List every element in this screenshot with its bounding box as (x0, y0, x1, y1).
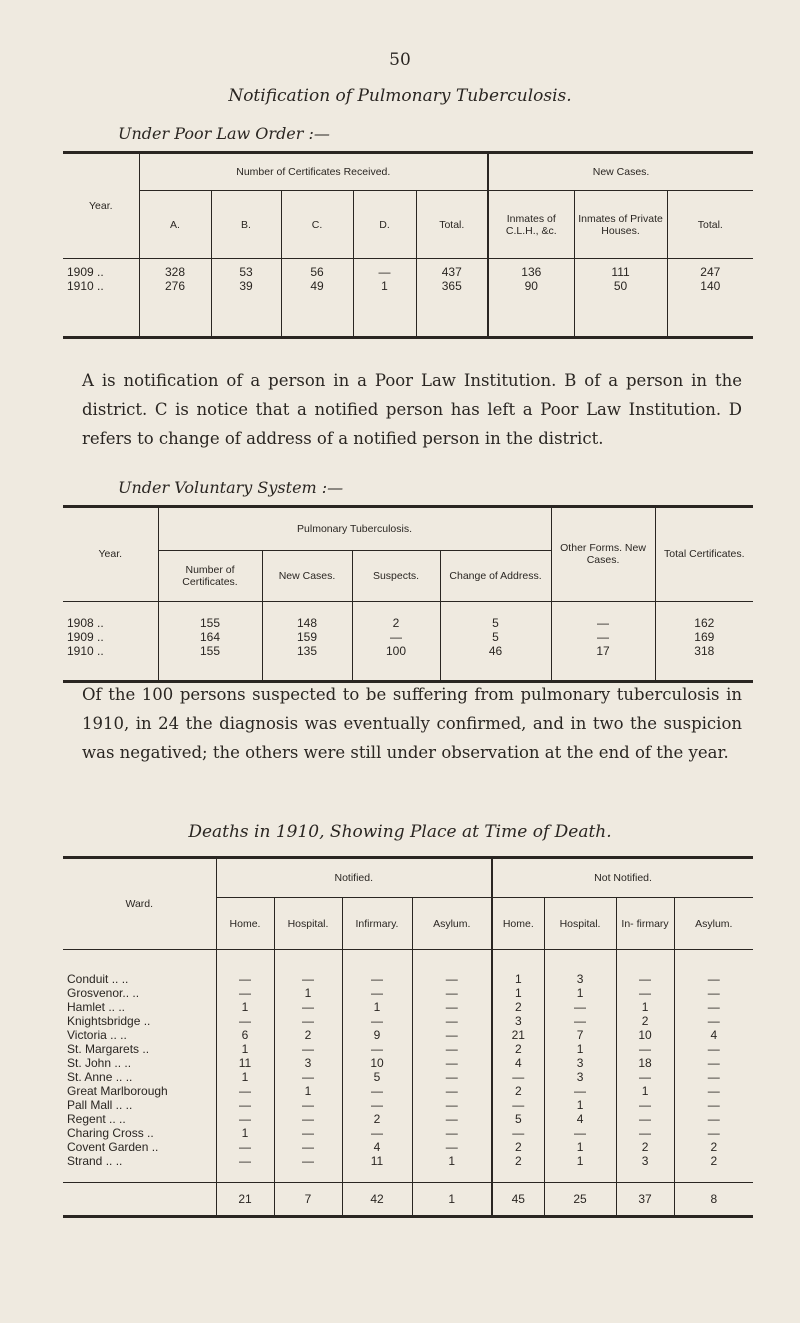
cell-value: — (342, 972, 412, 986)
cell-value: 5 (492, 1112, 544, 1126)
cell-value: — (616, 1042, 674, 1056)
nn-hospital-header: Hospital. (544, 898, 616, 950)
ward-name: St. Anne .. .. (67, 1069, 133, 1084)
ward-name: Knightsbridge .. (67, 1013, 151, 1028)
suspects-header: Suspects. (352, 551, 440, 601)
cell-value: 4 (492, 1056, 544, 1070)
cell-value: 2 (616, 1014, 674, 1028)
cell-value: 3 (544, 1070, 616, 1084)
cell-value: — (342, 1098, 412, 1112)
cell-value: 6 (216, 1028, 274, 1042)
table-row: 1910 .. 155 135 100 46 17 318 (63, 644, 753, 658)
nn-home-header: Home. (492, 898, 544, 950)
table-row (63, 1126, 753, 1140)
new-cases-group-header: New Cases. (488, 153, 753, 191)
voluntary-year-header: Year. (98, 548, 123, 561)
infirmary-header: Infirmary. (342, 898, 412, 950)
cell-value: 2 (674, 1140, 753, 1154)
num-certificates-header: Number of Certificates. (158, 551, 262, 601)
suspects-explanation: Of the 100 persons suspected to be suffering from pulmonary tuberculosis in 1910, in 24 the diagnosis was eventually confirmed, and in two the suspicion was negatived; the others were still under observation at the end of the year. (82, 685, 742, 762)
col-total-header: Total. (416, 191, 488, 259)
cell-value: 1 (544, 1042, 616, 1056)
cell-value: 1 (216, 1070, 274, 1084)
col-b-header: B. (211, 191, 281, 259)
cell-value: — (274, 1154, 342, 1168)
notified-group-header: Notified. (216, 858, 492, 898)
cell-value: 1 (544, 1154, 616, 1168)
col-d-header: D. (353, 191, 416, 259)
cell-value: — (412, 1098, 492, 1112)
cell-value: 1 (274, 1084, 342, 1098)
cell-value: — (342, 1042, 412, 1056)
cell-value: 1 (544, 986, 616, 1000)
table-row (63, 1070, 753, 1084)
ward-name: Hamlet .. .. (67, 999, 126, 1014)
cell-value: 5 (342, 1070, 412, 1084)
cell-value: — (674, 1056, 753, 1070)
table-row: 1908 .. 155 148 2 5 — 162 (63, 616, 753, 630)
cell-value: 3 (274, 1056, 342, 1070)
cell-value: 4 (544, 1112, 616, 1126)
table-row: 1909 .. 328 53 56 — 437 136 111 247 (63, 265, 753, 279)
cell-value: — (342, 1084, 412, 1098)
deaths-table (63, 856, 753, 1218)
cell-value: 2 (492, 1140, 544, 1154)
cell-value: — (492, 1126, 544, 1140)
cell-value: 2 (342, 1112, 412, 1126)
cell-value: — (616, 1070, 674, 1084)
cell-value: 4 (342, 1140, 412, 1154)
cell-value: — (274, 1126, 342, 1140)
cell-value: — (412, 1000, 492, 1014)
table-row (63, 1140, 753, 1154)
cell-value: — (412, 1056, 492, 1070)
cell-value: 11 (216, 1056, 274, 1070)
total-certificates-header: Total Certificates. (655, 507, 753, 601)
cell-value: — (674, 1098, 753, 1112)
ward-name: St. Margarets .. (67, 1041, 150, 1056)
cell-value: — (412, 1014, 492, 1028)
ward-name: St. John .. .. (67, 1055, 132, 1070)
totals-row: 21 7 42 1 45 25 37 8 (63, 1182, 753, 1216)
poor-law-table (63, 151, 753, 339)
ward-name: Strand .. .. (67, 1153, 123, 1168)
cell-value: — (674, 1070, 753, 1084)
ward-header: Ward. (125, 898, 154, 910)
cell-value: 9 (342, 1028, 412, 1042)
ward-name: Grosvenor.. .. (67, 985, 140, 1000)
table-row (63, 1000, 753, 1014)
cell-value: — (674, 1014, 753, 1028)
cell-value: 18 (616, 1056, 674, 1070)
nn-asylum-header: Asylum. (674, 898, 753, 950)
cell-value: — (274, 1112, 342, 1126)
ward-name: Conduit .. .. (67, 971, 129, 986)
cell-value: — (216, 972, 274, 986)
ward-name: Covent Garden .. (67, 1139, 159, 1154)
col-c-header: C. (281, 191, 353, 259)
table-row (63, 1098, 753, 1112)
change-address-header: Change of Address. (440, 551, 551, 601)
cell-value: — (216, 1014, 274, 1028)
voluntary-table (63, 505, 753, 683)
cell-value: — (674, 1042, 753, 1056)
home-header: Home. (216, 898, 274, 950)
cell-value: — (412, 1126, 492, 1140)
ward-name: Pall Mall .. .. (67, 1097, 133, 1112)
cell-value: — (274, 1070, 342, 1084)
deaths-body (63, 972, 753, 1168)
table-row (63, 1056, 753, 1070)
cell-value: 1 (342, 1000, 412, 1014)
cell-value: — (544, 1014, 616, 1028)
page-number: 50 (389, 50, 411, 70)
table-row (63, 1154, 753, 1168)
inmates-clh-header: Inmates of C.L.H., &c. (488, 191, 574, 259)
table-row (63, 972, 753, 986)
cell-value: — (216, 1112, 274, 1126)
cell-value: — (412, 986, 492, 1000)
cell-value: — (274, 1140, 342, 1154)
not-notified-group-header: Not Notified. (492, 858, 753, 898)
cell-value: — (274, 1000, 342, 1014)
cell-value: — (674, 1084, 753, 1098)
cell-value: 1 (544, 1098, 616, 1112)
cell-value: 10 (616, 1028, 674, 1042)
cell-value: 2 (492, 1042, 544, 1056)
cell-value: — (544, 1126, 616, 1140)
cell-value: — (342, 1014, 412, 1028)
cell-value: 4 (674, 1028, 753, 1042)
cell-value: 1 (216, 1126, 274, 1140)
cell-value: 1 (412, 1154, 492, 1168)
cell-value: — (616, 1112, 674, 1126)
cell-value: 1 (492, 972, 544, 986)
col-a-header: A. (139, 191, 211, 259)
cell-value: — (342, 986, 412, 1000)
ward-name: Great Marlborough (67, 1083, 168, 1098)
cell-value: — (674, 1126, 753, 1140)
cell-value: — (674, 972, 753, 986)
cell-value: — (412, 1042, 492, 1056)
table-row (63, 1112, 753, 1126)
vol-new-cases-header: New Cases. (262, 551, 352, 601)
cell-value: — (674, 1000, 753, 1014)
certificates-group-header: Number of Certificates Received. (139, 153, 488, 191)
cell-value: — (616, 972, 674, 986)
cell-value: — (412, 1084, 492, 1098)
cell-value: — (216, 1154, 274, 1168)
other-forms-header: Other Forms. New Cases. (551, 507, 655, 601)
nn-infirmary-header: In- firmary (616, 898, 674, 950)
cell-value: — (216, 986, 274, 1000)
cell-value: 2 (492, 1084, 544, 1098)
cell-value: — (674, 986, 753, 1000)
cell-value: — (616, 1126, 674, 1140)
pulmonary-group-header: Pulmonary Tuberculosis. (158, 507, 551, 551)
cell-value: 2 (274, 1028, 342, 1042)
hospital-header: Hospital. (274, 898, 342, 950)
poor-law-subheading: Under Poor Law Order :— (118, 124, 330, 143)
cell-value: 3 (616, 1154, 674, 1168)
ward-name: Charing Cross .. (67, 1125, 154, 1140)
poor-law-year-header: Year. (88, 200, 113, 212)
cell-value: — (274, 1042, 342, 1056)
ward-name: Victoria .. .. (67, 1027, 127, 1042)
cell-value: — (412, 1070, 492, 1084)
cell-value: 2 (492, 1154, 544, 1168)
deaths-heading: Deaths in 1910, Showing Place at Time of Death. (188, 822, 612, 842)
new-total-header: Total. (667, 191, 753, 259)
cell-value: — (616, 1098, 674, 1112)
cell-value: 21 (492, 1028, 544, 1042)
cell-value: 2 (492, 1000, 544, 1014)
cell-value: — (544, 1084, 616, 1098)
cell-value: 1 (274, 986, 342, 1000)
asylum-header: Asylum. (412, 898, 492, 950)
cell-value: — (412, 972, 492, 986)
cell-value: 7 (544, 1028, 616, 1042)
cell-value: — (492, 1098, 544, 1112)
cell-value: 1 (544, 1140, 616, 1154)
cell-value: 1 (216, 1000, 274, 1014)
table-row (63, 1042, 753, 1056)
voluntary-subheading: Under Voluntary System :— (118, 478, 344, 497)
cell-value: — (216, 1140, 274, 1154)
table-row: 1910 .. 276 39 49 1 365 90 50 140 (63, 279, 753, 293)
cell-value: 3 (492, 1014, 544, 1028)
cell-value: — (216, 1098, 274, 1112)
table-row (63, 1028, 753, 1042)
cell-value: — (674, 1112, 753, 1126)
cell-value: — (492, 1070, 544, 1084)
inmates-private-header: Inmates of Private Houses. (574, 191, 667, 259)
cell-value: — (274, 1014, 342, 1028)
cell-value: — (412, 1112, 492, 1126)
cell-value: — (274, 1098, 342, 1112)
page-title: Notification of Pulmonary Tuberculosis. (228, 86, 572, 106)
cell-value: 1 (616, 1084, 674, 1098)
cell-value: 2 (674, 1154, 753, 1168)
notification-explanation: A is notification of a person in a Poor Law Institution. B of a person in the district. C is notice that a notified person has left a Poor Law Institution. D refers to change of address of a notified person in the district. (82, 371, 742, 448)
cell-value: — (544, 1000, 616, 1014)
cell-value: — (274, 972, 342, 986)
cell-value: — (412, 1028, 492, 1042)
cell-value: 10 (342, 1056, 412, 1070)
table-row (63, 1014, 753, 1028)
cell-value: 1 (492, 986, 544, 1000)
cell-value: 3 (544, 972, 616, 986)
cell-value: 1 (616, 1000, 674, 1014)
table-row (63, 1084, 753, 1098)
cell-value: — (412, 1140, 492, 1154)
table-row (63, 986, 753, 1000)
cell-value: — (216, 1084, 274, 1098)
cell-value: 11 (342, 1154, 412, 1168)
cell-value: 2 (616, 1140, 674, 1154)
cell-value: 1 (216, 1042, 274, 1056)
ward-name: Regent .. .. (67, 1111, 126, 1126)
cell-value: — (342, 1126, 412, 1140)
cell-value: — (616, 986, 674, 1000)
table-row: 1909 .. 164 159 — 5 — 169 (63, 630, 753, 644)
cell-value: 3 (544, 1056, 616, 1070)
